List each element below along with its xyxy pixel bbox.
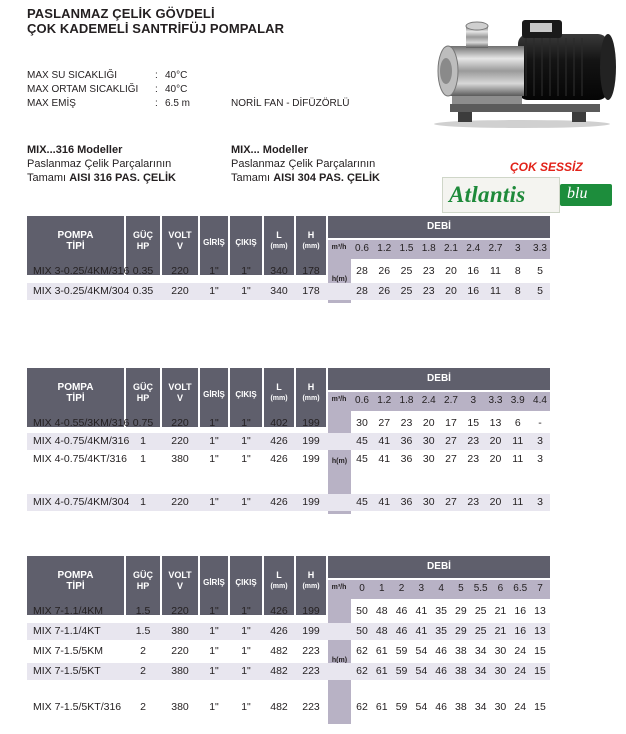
table-row xyxy=(27,663,550,680)
models-304-line1: Paslanmaz Çelik Parçalarının xyxy=(231,158,376,170)
head-value: 61 xyxy=(375,665,388,677)
cell-out: 1" xyxy=(241,496,251,508)
flow-rate-value: 0.6 xyxy=(355,243,369,254)
flow-rate-value: 2.7 xyxy=(488,243,503,254)
head-value: 41 xyxy=(415,605,428,617)
head-value: 15 xyxy=(534,665,546,677)
head-value: 26 xyxy=(378,265,391,277)
col-header-length-line2: (mm) xyxy=(270,583,288,590)
cell-in: 1" xyxy=(209,496,219,508)
cell-volt: 220 xyxy=(171,417,189,429)
cell-volt: 220 xyxy=(171,285,189,297)
head-value: 50 xyxy=(356,605,368,617)
pump-table-mix7 xyxy=(27,556,550,728)
col-header-height-line2: (mm) xyxy=(302,583,320,590)
flow-rate-value: 7 xyxy=(537,583,543,594)
cell-h: 199 xyxy=(302,496,320,508)
head-value: 54 xyxy=(415,701,428,713)
head-value: 20 xyxy=(422,417,435,429)
head-value: 34 xyxy=(474,645,487,657)
table-row xyxy=(27,643,550,660)
head-value: 16 xyxy=(467,285,480,297)
cell-volt: 220 xyxy=(171,265,189,277)
cell-volt: 380 xyxy=(171,665,189,677)
head-value: 3 xyxy=(537,453,543,465)
col-header-length-line1: L xyxy=(276,230,282,240)
cell-out: 1" xyxy=(241,701,251,713)
head-value: 45 xyxy=(356,453,368,465)
cell-l: 426 xyxy=(270,435,288,447)
cell-hp: 0.75 xyxy=(132,417,154,429)
cell-in: 1" xyxy=(209,417,219,429)
head-value: 27 xyxy=(445,435,457,447)
pump-table-mix3 xyxy=(27,216,550,311)
flow-rate-value: 5.5 xyxy=(473,583,488,594)
head-value: 48 xyxy=(375,605,388,617)
cell-h: 199 xyxy=(302,417,320,429)
flow-rate-value: 2.4 xyxy=(421,395,436,406)
col-header-length-line1: L xyxy=(276,570,282,580)
head-value: 13 xyxy=(534,605,546,617)
model-name: MIX 4-0.75/4KM/316 xyxy=(33,435,130,447)
flow-rate-value: 0.6 xyxy=(355,395,369,406)
col-header-power-line1: GÜÇ xyxy=(133,570,153,580)
head-value: 20 xyxy=(489,435,502,447)
flow-rate-value: 1.2 xyxy=(377,395,392,406)
head-value: 59 xyxy=(395,701,408,713)
head-value: 30 xyxy=(356,417,368,429)
head-value: 3 xyxy=(537,435,543,447)
cell-h: 223 xyxy=(302,701,320,713)
cell-hp: 1.5 xyxy=(135,605,151,617)
head-value: 46 xyxy=(435,645,447,657)
head-value: 45 xyxy=(356,496,368,508)
col-header-volt-line1: VOLT xyxy=(168,230,192,240)
head-value: 34 xyxy=(474,665,487,677)
table-row xyxy=(27,494,550,511)
head-value: 29 xyxy=(455,605,467,617)
head-value: - xyxy=(538,417,542,429)
col-header-inlet-line1: GİRİŞ xyxy=(203,578,225,587)
head-value: 36 xyxy=(400,435,413,447)
col-header-power-line1: GÜÇ xyxy=(133,382,153,392)
col-header-power-line2: HP xyxy=(136,393,150,403)
models-304-note xyxy=(231,143,380,185)
cell-h: 178 xyxy=(302,265,320,277)
cell-h: 199 xyxy=(302,605,320,617)
col-header-length-line2: (mm) xyxy=(270,395,288,402)
flow-rate-value: 3.3 xyxy=(533,243,547,254)
col-header-inlet-line1: GİRİŞ xyxy=(203,390,225,399)
col-header-pump-type-line2: TİPİ xyxy=(66,241,85,252)
flow-unit-label: m³/h xyxy=(331,244,347,251)
flow-rate-value: 5 xyxy=(458,583,464,594)
head-value: 61 xyxy=(375,645,388,657)
cell-h: 199 xyxy=(302,435,320,447)
flow-rate-value: 3.9 xyxy=(510,395,525,406)
cell-l: 482 xyxy=(270,645,288,657)
head-value: 61 xyxy=(375,701,388,713)
cell-l: 402 xyxy=(270,417,288,429)
atlantis-blu-logo: Atlantis blu xyxy=(442,177,614,213)
col-header-power-line2: HP xyxy=(136,241,150,251)
head-value: 20 xyxy=(489,496,502,508)
cell-l: 426 xyxy=(270,605,288,617)
col-header-height-line2: (mm) xyxy=(302,395,320,402)
head-value: 54 xyxy=(415,645,428,657)
model-name: MIX 3-0.25/4KM/316 xyxy=(33,265,130,277)
model-name: MIX 7-1.5/5KT/316 xyxy=(33,701,122,713)
model-name: MIX 4-0.75/4KM/304 xyxy=(33,496,130,508)
head-value: 30 xyxy=(422,496,435,508)
head-unit-label: h(m) xyxy=(331,276,348,283)
models-316-note xyxy=(27,143,176,185)
model-name: MIX 7-1.1/4KM xyxy=(33,605,104,617)
col-header-height-line1: H xyxy=(307,230,315,240)
head-value: 3 xyxy=(537,496,543,508)
head-value: 41 xyxy=(378,435,391,447)
head-value: 30 xyxy=(494,645,507,657)
head-value: 35 xyxy=(435,625,447,637)
cell-in: 1" xyxy=(209,605,219,617)
cell-hp: 2 xyxy=(140,645,146,657)
col-header-volt-line2: V xyxy=(176,581,183,591)
col-header-volt-line2: V xyxy=(176,241,183,251)
head-value: 16 xyxy=(514,605,527,617)
col-header-length-line1: L xyxy=(276,382,282,392)
head-value: 11 xyxy=(490,285,501,297)
head-value: 46 xyxy=(435,701,447,713)
head-value: 20 xyxy=(489,453,502,465)
spec-max-ambient-temp: MAX ORTAM SICAKLIĞI : 40°C xyxy=(27,84,188,95)
head-value: 50 xyxy=(356,625,368,637)
head-value: 62 xyxy=(356,665,368,677)
col-header-volt-line1: VOLT xyxy=(168,382,192,392)
flow-rate-value: 1.8 xyxy=(399,395,414,406)
head-value: 36 xyxy=(400,453,413,465)
head-value: 26 xyxy=(378,285,391,297)
head-value: 5 xyxy=(537,285,543,297)
model-name: MIX 4-0.55/3KM/316 xyxy=(33,417,130,429)
cell-l: 426 xyxy=(270,625,288,637)
table-row xyxy=(27,433,550,450)
flow-rate-value: 1.5 xyxy=(399,243,414,254)
head-value: 24 xyxy=(514,645,527,657)
cell-hp: 1 xyxy=(140,435,146,447)
head-value: 62 xyxy=(356,701,368,713)
spec-max-suction: MAX EMİŞ : 6.5 m xyxy=(27,98,191,109)
cell-hp: 2 xyxy=(140,665,146,677)
debi-header: DEBİ xyxy=(328,216,550,238)
cell-volt: 220 xyxy=(171,605,189,617)
col-header-power-line1: GÜÇ xyxy=(133,230,153,240)
spec-max-water-temp: MAX SU SICAKLIĞI : 40°C xyxy=(27,70,188,81)
cell-volt: 220 xyxy=(171,435,189,447)
head-value: 20 xyxy=(445,285,457,297)
head-value: 25 xyxy=(474,625,487,637)
head-value: 5 xyxy=(537,265,543,277)
head-value: 27 xyxy=(445,453,457,465)
head-value: 25 xyxy=(474,605,487,617)
head-value: 30 xyxy=(422,453,435,465)
models-316-line1: Paslanmaz Çelik Parçalarının xyxy=(27,158,172,170)
head-value: 11 xyxy=(512,435,524,447)
flow-unit-label: m³/h xyxy=(331,396,347,403)
table-row xyxy=(27,623,550,640)
head-value: 8 xyxy=(514,285,521,297)
head-value: 25 xyxy=(400,285,413,297)
head-value: 35 xyxy=(435,605,447,617)
head-value: 24 xyxy=(514,701,527,713)
head-value: 48 xyxy=(375,625,388,637)
flow-rate-value: 6 xyxy=(497,583,504,594)
flow-rate-row xyxy=(328,580,550,599)
col-header-outlet-line1: ÇIKIŞ xyxy=(235,578,257,587)
table-row xyxy=(27,699,550,716)
head-value: 30 xyxy=(494,701,507,713)
head-value: 38 xyxy=(455,701,467,713)
cell-l: 340 xyxy=(270,265,288,277)
model-name: MIX 3-0.25/4KM/304 xyxy=(33,285,130,297)
models-316-line2: Tamamı AISI 316 PAS. ÇELİK xyxy=(27,172,176,184)
cell-l: 426 xyxy=(270,453,288,465)
head-value: 20 xyxy=(445,265,457,277)
head-value: 15 xyxy=(467,417,480,429)
head-value: 28 xyxy=(356,285,368,297)
cell-hp: 1.5 xyxy=(135,625,151,637)
col-header-outlet-line1: ÇIKIŞ xyxy=(235,390,257,399)
model-name: MIX 7-1.1/4KT xyxy=(33,625,101,637)
col-header-pump-type-line1: POMPA xyxy=(57,570,94,581)
head-value: 59 xyxy=(395,665,408,677)
head-value: 24 xyxy=(514,665,527,677)
head-value: 23 xyxy=(400,417,413,429)
cell-out: 1" xyxy=(241,645,251,657)
head-value: 46 xyxy=(395,625,408,637)
head-value: 15 xyxy=(534,701,546,713)
pump-table-mix4 xyxy=(27,368,550,518)
col-header-pump-type-line2: TİPİ xyxy=(66,581,85,592)
model-name: MIX 4-0.75/4KT/316 xyxy=(33,453,127,465)
flow-rate-value: 6.5 xyxy=(513,583,528,594)
flow-unit-label: m³/h xyxy=(331,584,347,591)
cell-out: 1" xyxy=(241,625,251,637)
cell-h: 199 xyxy=(302,625,320,637)
pump-illustration xyxy=(422,4,620,128)
head-value: 11 xyxy=(512,453,524,465)
head-value: 36 xyxy=(400,496,413,508)
cell-hp: 0.35 xyxy=(132,285,154,297)
cell-out: 1" xyxy=(241,417,251,429)
cell-hp: 1 xyxy=(140,496,146,508)
head-value: 6 xyxy=(514,417,521,429)
cell-in: 1" xyxy=(209,645,219,657)
cell-l: 340 xyxy=(270,285,288,297)
head-value: 38 xyxy=(455,665,467,677)
head-value: 34 xyxy=(474,701,487,713)
flow-rate-value: 0 xyxy=(359,583,365,594)
flow-rate-value: 3 xyxy=(514,243,521,254)
cell-volt: 220 xyxy=(171,645,189,657)
head-value: 23 xyxy=(467,496,480,508)
table-row xyxy=(27,603,550,620)
cell-volt: 380 xyxy=(171,625,189,637)
models-304-line2: Tamamı AISI 304 PAS. ÇELİK xyxy=(231,172,380,184)
head-value: 41 xyxy=(378,496,391,508)
table-row xyxy=(27,283,550,300)
col-header-outlet-line1: ÇIKIŞ xyxy=(235,238,257,247)
cell-volt: 380 xyxy=(171,701,189,713)
head-value: 30 xyxy=(422,435,435,447)
cell-in: 1" xyxy=(209,453,219,465)
cell-in: 1" xyxy=(209,265,219,277)
head-value: 11 xyxy=(490,265,501,277)
cell-l: 426 xyxy=(270,496,288,508)
page-title: PASLANMAZ ÇELİK GÖVDELİ xyxy=(27,6,215,21)
col-header-height-line1: H xyxy=(307,570,315,580)
table-row xyxy=(27,415,550,432)
col-header-length-line2: (mm) xyxy=(270,243,288,250)
head-value: 21 xyxy=(494,605,507,617)
cell-h: 223 xyxy=(302,665,320,677)
head-value: 38 xyxy=(455,645,467,657)
col-header-volt-line1: VOLT xyxy=(168,570,192,580)
col-header-pump-type-line1: POMPA xyxy=(57,230,94,241)
cell-h: 199 xyxy=(302,453,320,465)
head-value: 45 xyxy=(356,435,368,447)
head-value: 23 xyxy=(467,435,480,447)
debi-header: DEBİ xyxy=(328,368,550,390)
head-value: 46 xyxy=(395,605,408,617)
table-row xyxy=(27,451,550,468)
head-value: 23 xyxy=(422,265,435,277)
cell-out: 1" xyxy=(241,605,251,617)
flow-rate-value: 1.8 xyxy=(421,243,436,254)
cell-in: 1" xyxy=(209,435,219,447)
head-value: 62 xyxy=(356,645,368,657)
head-value: 41 xyxy=(378,453,391,465)
head-value: 13 xyxy=(489,417,502,429)
debi-header: DEBİ xyxy=(328,556,550,578)
head-value: 23 xyxy=(422,285,435,297)
flow-rate-value: 1 xyxy=(378,583,385,594)
head-value: 28 xyxy=(356,265,368,277)
head-value: 8 xyxy=(514,265,521,277)
col-header-volt-line2: V xyxy=(176,393,183,403)
head-value: 27 xyxy=(445,496,457,508)
flow-rate-value: 2.4 xyxy=(466,243,481,254)
col-header-height-line2: (mm) xyxy=(302,243,320,250)
head-value: 21 xyxy=(494,625,507,637)
col-header-pump-type-line2: TİPİ xyxy=(66,393,85,404)
col-header-height-line1: H xyxy=(307,382,315,392)
flow-rate-value: 1.2 xyxy=(377,243,392,254)
noril-fan-note: NORİL FAN - DİFÜZÖRLÜ xyxy=(231,98,350,109)
flow-rate-value: 3 xyxy=(418,583,425,594)
cell-hp: 1 xyxy=(140,453,146,465)
head-value: 17 xyxy=(445,417,457,429)
head-value: 16 xyxy=(514,625,527,637)
head-value: 59 xyxy=(395,645,408,657)
flow-rate-value: 3.3 xyxy=(488,395,503,406)
cell-l: 482 xyxy=(270,701,288,713)
cell-out: 1" xyxy=(241,665,251,677)
head-value: 29 xyxy=(455,625,467,637)
head-value: 16 xyxy=(467,265,480,277)
models-304-heading: MIX... Modeller xyxy=(231,144,309,156)
col-header-pump-type-line1: POMPA xyxy=(57,382,94,393)
cell-l: 482 xyxy=(270,665,288,677)
model-name: MIX 7-1.5/5KM xyxy=(33,645,104,657)
models-316-heading: MIX...316 Modeller xyxy=(27,144,123,156)
cell-volt: 220 xyxy=(171,496,189,508)
cell-h: 223 xyxy=(302,645,320,657)
flow-rate-value: 4.4 xyxy=(533,395,547,406)
head-value: 27 xyxy=(378,417,391,429)
flow-rate-row xyxy=(328,392,550,411)
cell-in: 1" xyxy=(209,665,219,677)
page-subtitle: ÇOK KADEMELİ SANTRİFÜJ POMPALAR xyxy=(27,21,285,36)
very-silent-badge: ÇOK SESSİZ xyxy=(510,160,583,174)
cell-in: 1" xyxy=(209,701,219,713)
head-value: 15 xyxy=(534,645,546,657)
cell-volt: 380 xyxy=(171,453,189,465)
flow-rate-row xyxy=(328,240,550,259)
cell-in: 1" xyxy=(209,285,219,297)
head-value: 23 xyxy=(467,453,480,465)
cell-hp: 0.35 xyxy=(132,265,154,277)
table-row xyxy=(27,263,550,280)
head-value: 30 xyxy=(494,665,507,677)
flow-rate-value: 2.7 xyxy=(444,395,458,406)
flow-rate-value: 3 xyxy=(470,395,477,406)
flow-rate-value: 2 xyxy=(398,583,405,594)
cell-out: 1" xyxy=(241,453,251,465)
cell-out: 1" xyxy=(241,285,251,297)
flow-rate-value: 4 xyxy=(438,583,444,594)
head-value: 13 xyxy=(534,625,546,637)
head-value: 46 xyxy=(435,665,447,677)
cell-out: 1" xyxy=(241,435,251,447)
model-name: MIX 7-1.5/5KT xyxy=(33,665,101,677)
col-header-power-line2: HP xyxy=(136,581,150,591)
cell-h: 178 xyxy=(302,285,320,297)
cell-in: 1" xyxy=(209,625,219,637)
head-value: 41 xyxy=(415,625,428,637)
head-value: 54 xyxy=(415,665,428,677)
head-unit-label: h(m) xyxy=(331,656,348,664)
head-value: 11 xyxy=(512,496,524,508)
flow-rate-value: 2.1 xyxy=(444,243,458,254)
cell-out: 1" xyxy=(241,265,251,277)
head-unit-label: h(m) xyxy=(331,457,348,465)
col-header-inlet-line1: GİRİŞ xyxy=(203,238,225,247)
cell-hp: 2 xyxy=(140,701,146,713)
head-value: 25 xyxy=(400,265,413,277)
